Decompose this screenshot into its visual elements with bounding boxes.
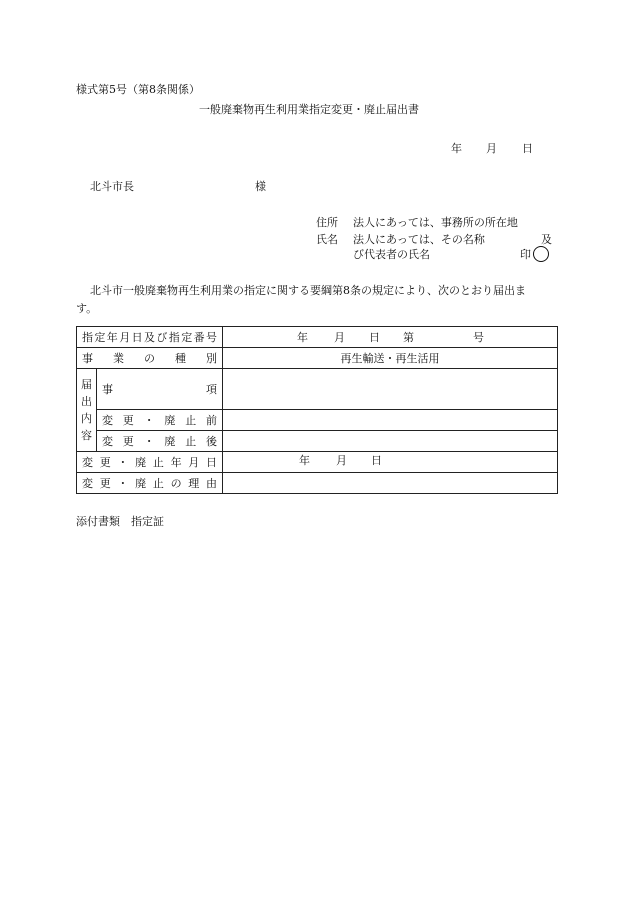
change-month: 月 bbox=[336, 454, 347, 467]
designation-day: 日 bbox=[369, 331, 380, 344]
table-row bbox=[77, 369, 558, 410]
change-date-value bbox=[223, 452, 558, 473]
change-date-label: 変更・廃止年月日 bbox=[77, 452, 223, 473]
designation-year: 年 bbox=[297, 331, 308, 344]
table-row bbox=[77, 473, 558, 494]
body-text-line2: す。 bbox=[76, 302, 98, 315]
seal-mark bbox=[520, 247, 549, 263]
group-label-char: 届 bbox=[81, 378, 92, 391]
reason-value bbox=[223, 473, 558, 494]
addressee-honorific: 様 bbox=[255, 180, 266, 193]
item-label: 事項 bbox=[97, 369, 223, 410]
name-note-2: び代表者の氏名 bbox=[353, 248, 430, 261]
document-title: 一般廃棄物再生利用業指定変更・廃止届出書 bbox=[199, 103, 419, 116]
name-note-and: 及 bbox=[541, 233, 552, 246]
date-year: 年 bbox=[451, 142, 462, 155]
business-type-label: 事業の種別 bbox=[77, 348, 223, 369]
before-change-value bbox=[223, 410, 558, 431]
business-type-value: 再生輸送・再生活用 bbox=[223, 348, 558, 369]
group-label-char: 内 bbox=[81, 412, 92, 425]
seal-circle-icon bbox=[533, 246, 549, 262]
group-label-char: 容 bbox=[81, 429, 92, 442]
before-change-label: 変更・廃止前 bbox=[97, 410, 223, 431]
notification-content-group-label bbox=[77, 369, 97, 452]
designation-date-number-value bbox=[223, 327, 558, 348]
table-row bbox=[77, 348, 558, 369]
designation-date-number-label: 指定年月日及び指定番号 bbox=[77, 327, 223, 348]
designation-number-prefix: 第 bbox=[403, 331, 414, 344]
seal-label: 印 bbox=[520, 248, 531, 261]
item-value bbox=[223, 369, 558, 410]
form-number: 様式第5号（第8条関係） bbox=[76, 83, 200, 96]
date-day: 日 bbox=[522, 142, 533, 155]
reason-label: 変更・廃止の理由 bbox=[77, 473, 223, 494]
notification-table bbox=[76, 326, 558, 494]
after-change-value bbox=[223, 431, 558, 452]
designation-number-suffix: 号 bbox=[473, 331, 484, 344]
address-label: 住所 bbox=[316, 216, 338, 229]
date-month: 月 bbox=[486, 142, 497, 155]
group-label-char: 出 bbox=[81, 395, 92, 408]
addressee-name: 北斗市長 bbox=[90, 180, 134, 193]
address-note: 法人にあっては、事務所の所在地 bbox=[353, 216, 518, 229]
name-note-1: 法人にあっては、その名称 bbox=[353, 233, 485, 246]
table-row bbox=[77, 452, 558, 473]
change-year: 年 bbox=[299, 454, 310, 467]
body-text-line1: 北斗市一般廃棄物再生利用業の指定に関する要綱第8条の規定により、次のとおり届出ま bbox=[90, 284, 526, 297]
name-label: 氏名 bbox=[316, 233, 338, 246]
designation-month: 月 bbox=[334, 331, 345, 344]
change-day: 日 bbox=[371, 454, 382, 467]
after-change-label: 変更・廃止後 bbox=[97, 431, 223, 452]
table-row bbox=[77, 410, 558, 431]
attachments: 添付書類 指定証 bbox=[76, 515, 164, 528]
table-row bbox=[77, 431, 558, 452]
table-row bbox=[77, 327, 558, 348]
